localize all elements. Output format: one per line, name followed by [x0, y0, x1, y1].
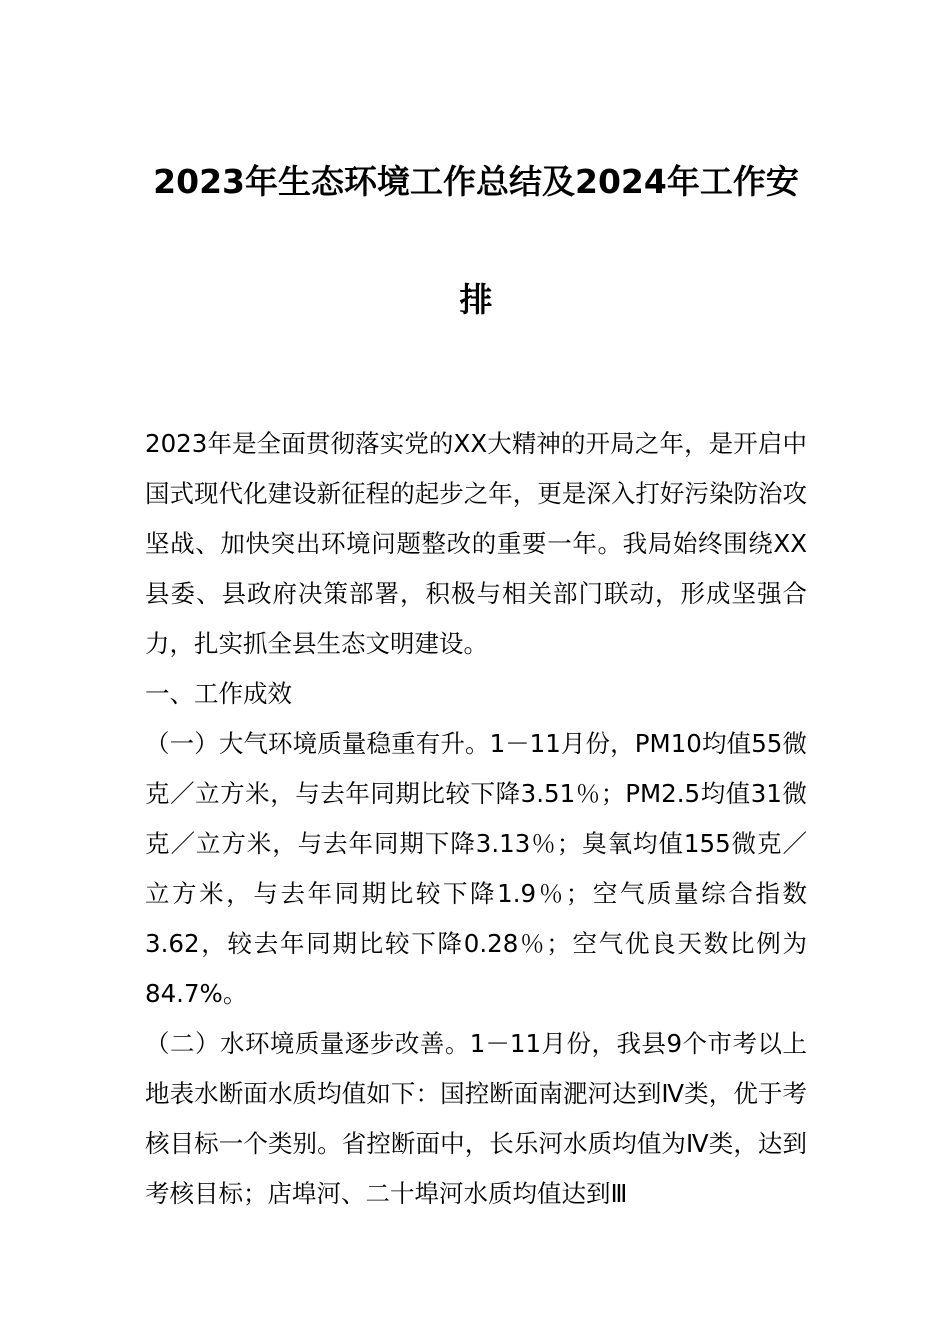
document-title-line-1: 2023年生态环境工作总结及2024年工作安 [153, 162, 799, 201]
document-title-line-2: 排 [459, 280, 493, 319]
paragraph-water-quality: （二）水环境质量逐步改善。1－11月份，我县9个市考以上地表水断面水质均值如下：国控断面南淝河达到Ⅳ类，优于考核目标一个类别。省控断面中，长乐河水质均值为Ⅳ类，达到考核目标；店埠河、二十埠河水质均值达到Ⅲ [145, 1029, 807, 1208]
document-body [145, 419, 807, 1219]
intro-paragraph: 2023年是全面贯彻落实党的XX大精神的开局之年，是开启中国式现代化建设新征程的起步之年，更是深入打好污染防治攻坚战、加快突出环境问题整改的重要一年。我局始终围绕XX县委、县政府决策部署，积极与相关部门联动，形成坚强合力，扎实抓全县生态文明建设。 [145, 429, 807, 658]
section-heading-work-results: 一、工作成效 [145, 679, 292, 708]
paragraph-air-quality: （一）大气环境质量稳重有升。1－11月份，PM10均值55微克／立方米，与去年同期比较下降3.51％；PM2.5均值31微克／立方米，与去年同期下降3.13％；臭氧均值155微克／立方米，与去年同期比较下降1.9％；空气质量综合指数3.62，较去年同期比较下降0.28％；空气优良天数比例为84.7%。 [145, 729, 807, 1008]
